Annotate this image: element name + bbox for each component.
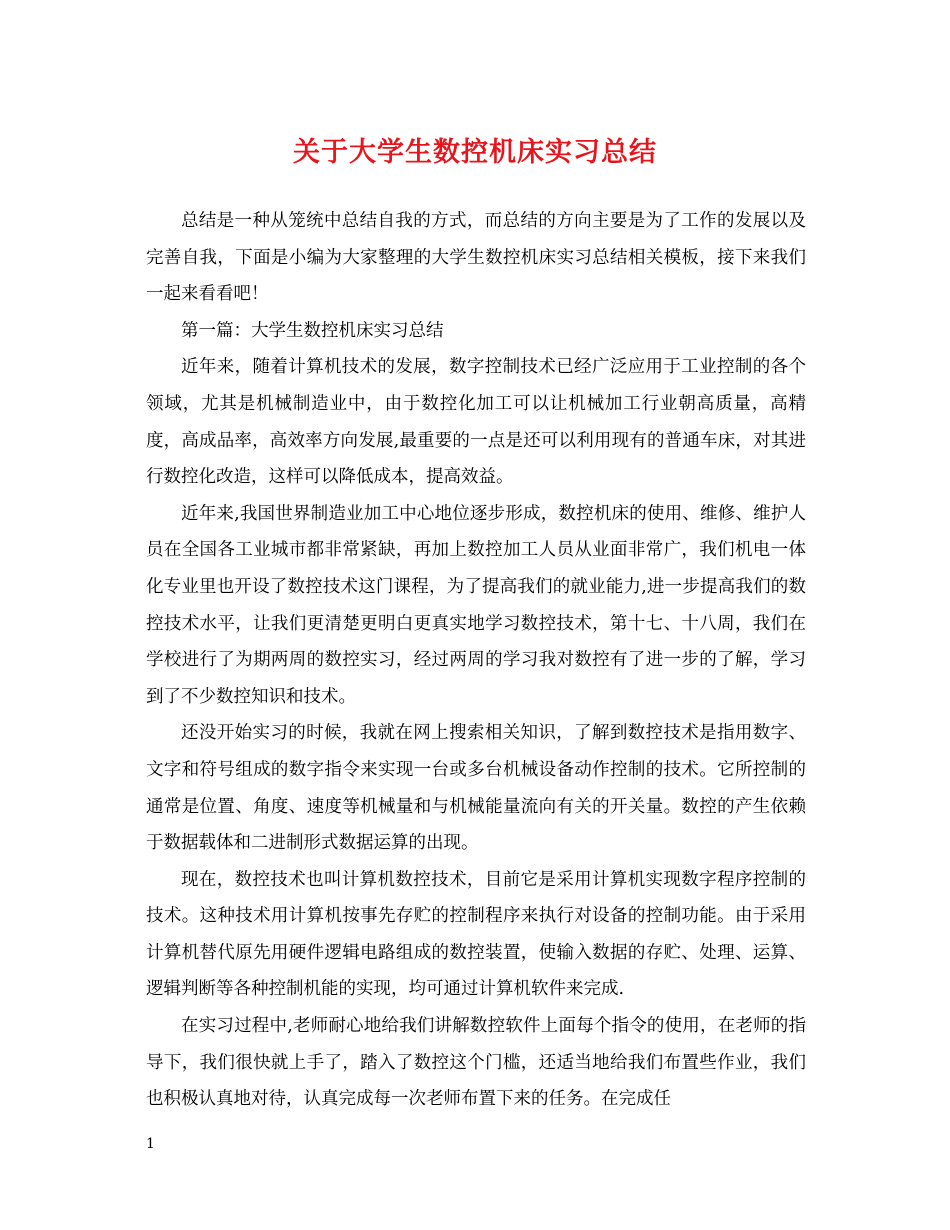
paragraph-cnc-technology: 现在，数控技术也叫计算机数控技术，目前它是采用计算机实现数字程序控制的技术。这种技术用计算机按事先存贮的控制程序来执行对设备的控制功能。由于采用计算机替代原先用硬件逻辑电路组成的数控装置，使输入数据的存贮、处理、运算、逻辑判断等各种控制机能的实现，均可通过计算机软件来完成. — [146, 869, 806, 1000]
section-heading: 第一篇：大学生数控机床实习总结 — [181, 320, 444, 341]
paragraph-preparation: 还没开始实习的时候，我就在网上搜索相关知识，了解到数控技术是指用数字、文字和符号组成的数字指令来实现一台或多台机械设备动作控制的技术。它所控制的通常是位置、角度、速度等机械量和与机械能量流向有关的开关量。数控的产生依赖于数据载体和二进制形式数据运算的出现。 — [146, 723, 806, 854]
paragraph-practice: 在实习过程中,老师耐心地给我们讲解数控软件上面每个指令的使用，在老师的指导下，我们很快就上手了，踏入了数控这个门槛，还适当地给我们布置些作业，我们也积极认真地对待，认真完成每一次老师布置下来的任务。在完成任 — [146, 1016, 806, 1110]
paragraph-industry-demand: 近年来,我国世界制造业加工中心地位逐步形成，数控机床的使用、维修、维护人员在全国各工业城市都非常紧缺，再加上数控加工人员从业面非常广，我们机电一体化专业里也开设了数控技术这门课程，为了提高我们的就业能力,进一步提高我们的数控技术水平，让我们更清楚更明白更真实地学习数控技术，第十七、十八周，我们在学校进行了为期两周的数控实习，经过两周的学习我对数控有了进一步的了解，学习到了不少数控知识和技术。 — [146, 503, 806, 707]
document-title: 关于大学生数控机床实习总结 — [293, 137, 657, 168]
document-body — [146, 203, 806, 1118]
page-number: 1 — [146, 1136, 155, 1152]
paragraph-intro: 总结是一种从笼统中总结自我的方式，而总结的方向主要是为了工作的发展以及完善自我，下面是小编为大家整理的大学生数控机床实习总结相关模板，接下来我们一起来看看吧！ — [146, 211, 806, 305]
paragraph-background: 近年来，随着计算机技术的发展，数字控制技术已经广泛应用于工业控制的各个领域，尤其是机械制造业中，由于数控化加工可以让机械加工行业朝高质量，高精度，高成品率，高效率方向发展,最重要的一点是还可以利用现有的普通车床，对其进行数控化改造，这样可以降低成本，提高效益。 — [146, 357, 806, 488]
